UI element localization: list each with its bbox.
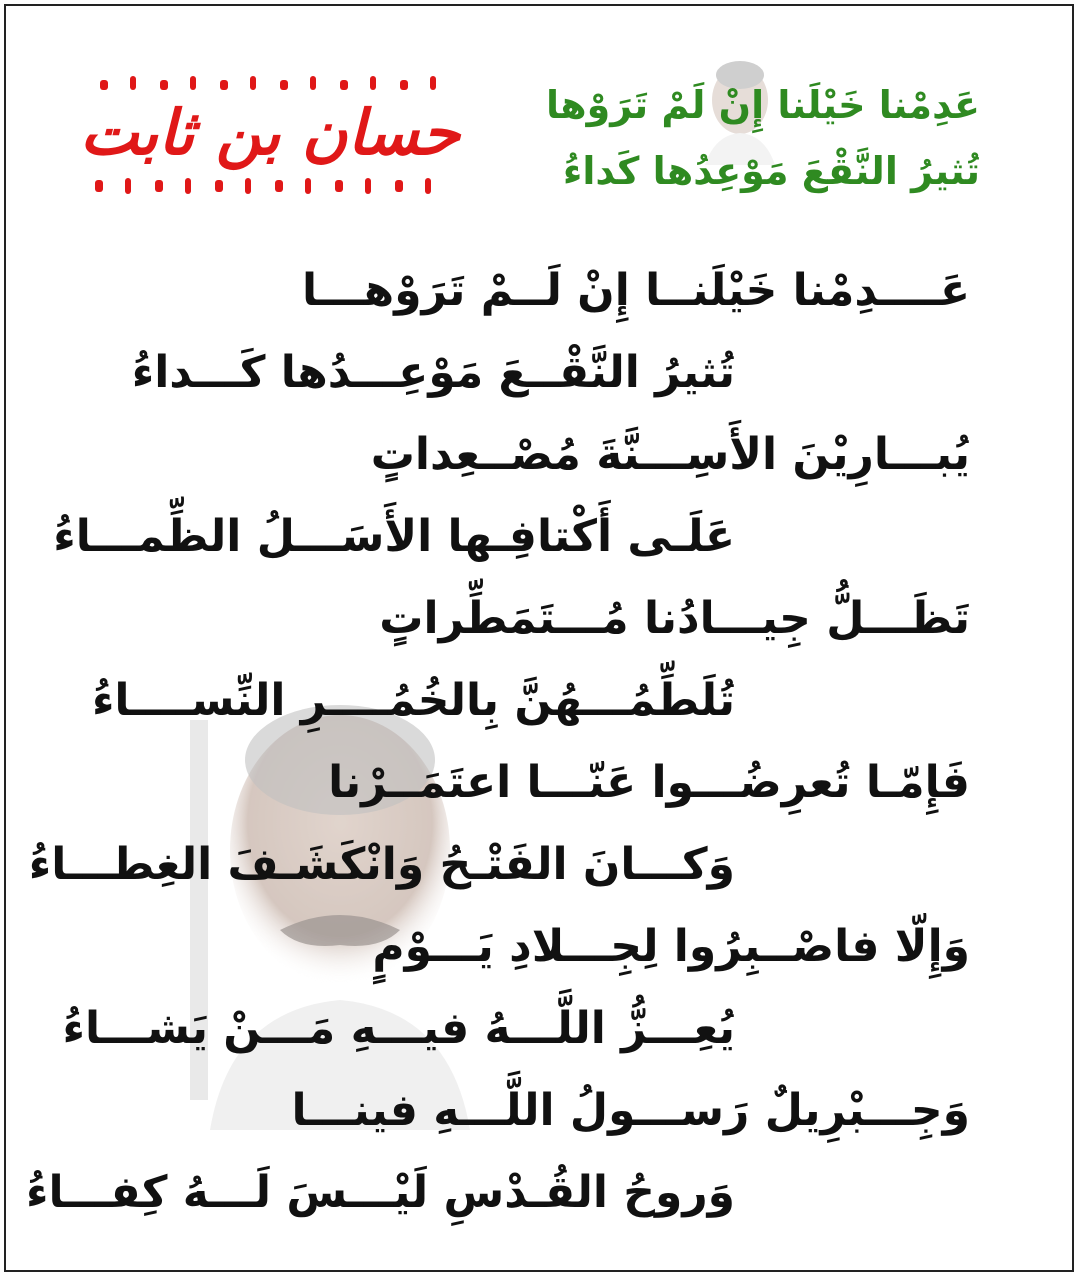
poem-line-7: فَإِمّـا تُعرِضُـــوا عَنّـــا اعتَمَــرْنا	[328, 757, 970, 808]
poem-line-11: وَجِـــبْرِيلٌ رَســـولُ اللَّـــهِ فينـــا	[291, 1085, 970, 1136]
poem-line-4: عَلَـى أَكْتافِـها الأَسَـــلُ الظِّمـــاءُ	[53, 511, 735, 562]
poet-name-text: حسان بن ثابت	[80, 95, 460, 169]
poem-line-12: وَروحُ القُـدْسِ لَيْـــسَ لَـــهُ كِفـــاءُ	[26, 1167, 735, 1218]
decorative-bottom-ornament	[80, 174, 460, 198]
poem-line-2: تُثيرُ النَّقْــعَ مَوْعِـــدُها كَـــداءُ	[131, 347, 735, 398]
header-verse-line-1: عَدِمْنا خَيْلَنا إِنْ لَمْ تَرَوْها	[546, 83, 980, 127]
header-verse-line-2: تُثيرُ النَّقْعَ مَوْعِدُها كَداءُ	[562, 149, 980, 193]
poem-line-3: يُبـــارِيْنَ الأَسِـــنَّةَ مُصْــعِداتٍ	[370, 429, 970, 480]
poet-name-logo	[80, 62, 460, 202]
poem-line-6: تُلَطِّمُـــهُنَّ بِالخُمُــــرِ النِّســــاءُ	[91, 675, 735, 726]
poem-line-1: عَــــدِمْنا خَيْلَنــا إِنْ لَــمْ تَرَوْهـــا	[302, 265, 970, 316]
poem-line-5: تَظَـــلُّ جِيـــادُنا مُـــتَمَطِّراتٍ	[379, 593, 970, 644]
poem-line-9: وَإِلّا فاصْــبِرُوا لِجِـــلادِ يَـــوْمٍ	[372, 921, 970, 972]
decorative-top-ornament	[80, 72, 460, 96]
poem-line-10: يُعِـــزُّ اللَّـــهُ فيـــهِ مَـــنْ يَشـــاءُ	[62, 1003, 735, 1054]
poem-line-8: وَكـــانَ الفَتْـحُ وَانْكَشَـفَ الغِطـــاءُ	[28, 839, 735, 890]
header-verse	[520, 72, 980, 204]
